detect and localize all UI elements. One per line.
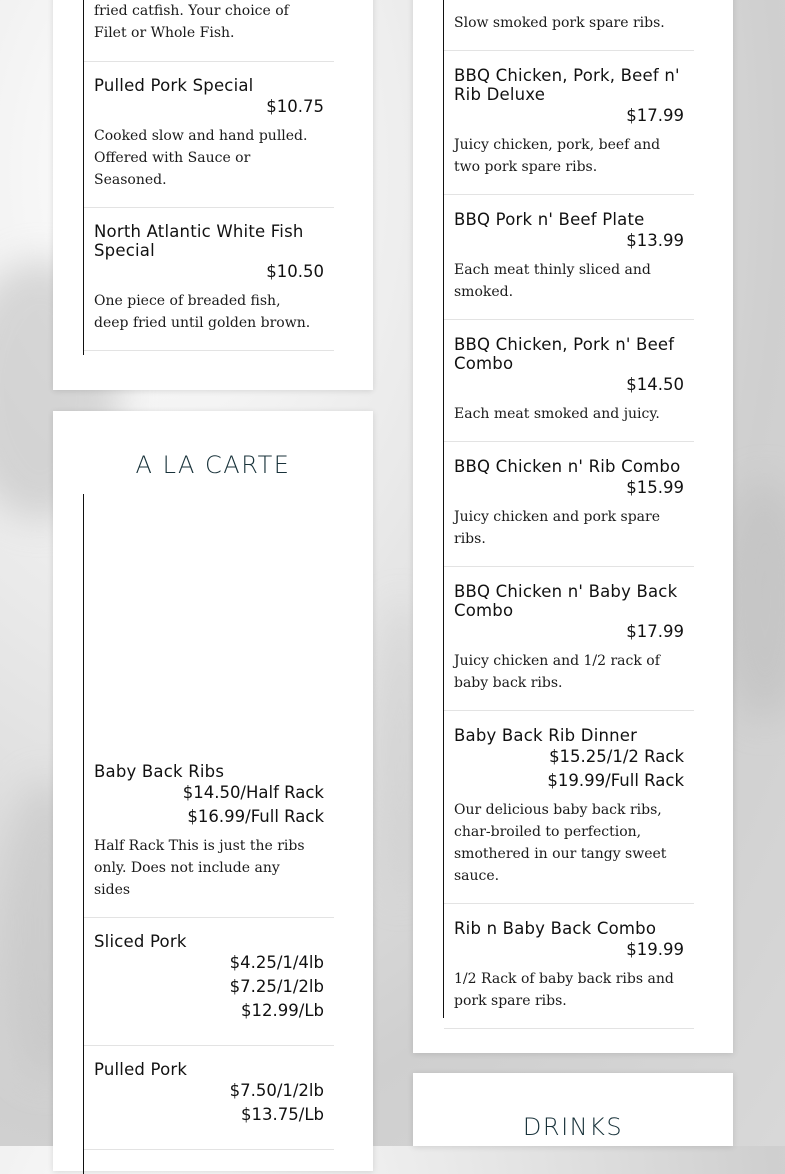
menu-list [83, 0, 334, 355]
menu-card-combos [413, 0, 733, 1053]
item-name: BBQ Chicken n' Baby Back Combo [454, 582, 678, 620]
item-description: One piece of breaded fish, deep fried until golden brown. [94, 293, 311, 331]
item-name: Pulled Pork [94, 1060, 188, 1079]
item-price: $19.99 [626, 940, 684, 959]
item-price: $14.50 [626, 375, 684, 394]
item-description: Slow smoked pork spare ribs. [454, 15, 665, 31]
image-placeholder [84, 494, 334, 756]
item-description: Each meat smoked and juicy. [454, 406, 660, 422]
menu-item-partial [444, 0, 694, 51]
menu-item-partial [84, 0, 334, 62]
item-name: North Atlantic White Fish Special [94, 222, 304, 260]
menu-item [444, 51, 694, 195]
item-description: Juicy chicken and 1/2 rack of baby back ribs. [454, 653, 660, 691]
item-price: $7.50/1/2lb [229, 1081, 324, 1100]
menu-item [444, 904, 694, 1029]
menu-item [84, 208, 334, 351]
item-description: fried catfish. Your choice of Filet or Whole Fish. [94, 3, 289, 41]
menu-item [84, 1046, 334, 1150]
menu-item [84, 756, 334, 918]
item-description: Half Rack This is just the ribs only. Does not include any sides [94, 838, 305, 898]
menu-card-drinks [413, 1073, 733, 1146]
item-name: Sliced Pork [94, 932, 187, 951]
menu-card-a-la-carte [53, 411, 373, 1171]
section-title: A LA CARTE [135, 451, 291, 479]
item-price: $13.99 [626, 231, 684, 250]
item-name: BBQ Chicken, Pork, Beef n' Rib Deluxe [454, 66, 680, 104]
item-name: BBQ Pork n' Beef Plate [454, 210, 645, 229]
menu-item [444, 195, 694, 320]
item-price: $17.99 [626, 622, 684, 641]
item-description: Juicy chicken, pork, beef and two pork spare ribs. [454, 137, 661, 175]
item-description: Cooked slow and hand pulled. Offered with Sauce or Seasoned. [94, 128, 308, 188]
item-name: Rib n Baby Back Combo [454, 919, 657, 938]
menu-item [444, 320, 694, 442]
menu-list [443, 0, 694, 1018]
item-description: Our delicious baby back ribs, char-broiled to perfection, smothered in our tangy sweet sauce. [454, 802, 667, 884]
item-price: $19.99/Full Rack [547, 771, 684, 790]
item-description: Each meat thinly sliced and smoked. [454, 262, 651, 300]
menu-item [444, 442, 694, 567]
menu-list [83, 494, 334, 1174]
item-price: $14.50/Half Rack [182, 783, 324, 802]
item-price: $10.75 [266, 97, 324, 116]
item-description: Juicy chicken and pork spare ribs. [454, 509, 660, 547]
item-price: $15.25/1/2 Rack [549, 747, 684, 766]
item-price: $15.99 [626, 478, 684, 497]
item-name: Baby Back Ribs [94, 762, 225, 781]
section-title: DRINKS [522, 1113, 624, 1141]
item-price: $7.25/1/2lb [229, 977, 324, 996]
item-name: Pulled Pork Special [94, 76, 254, 95]
item-price: $10.50 [266, 262, 324, 281]
item-price: $4.25/1/4lb [229, 953, 324, 972]
item-price: $12.99/Lb [241, 1001, 324, 1020]
item-price: $16.99/Full Rack [187, 807, 324, 826]
menu-item [84, 62, 334, 208]
item-description: 1/2 Rack of baby back ribs and pork spare ribs. [454, 971, 674, 1009]
menu-item [444, 567, 694, 711]
item-price: $13.75/Lb [241, 1105, 324, 1124]
item-name: Baby Back Rib Dinner [454, 726, 638, 745]
item-name: BBQ Chicken n' Rib Combo [454, 457, 681, 476]
item-price: $17.99 [626, 106, 684, 125]
menu-item [444, 711, 694, 904]
menu-item [84, 918, 334, 1046]
item-name: BBQ Chicken, Pork n' Beef Combo [454, 335, 675, 373]
menu-card-specials [53, 0, 373, 390]
